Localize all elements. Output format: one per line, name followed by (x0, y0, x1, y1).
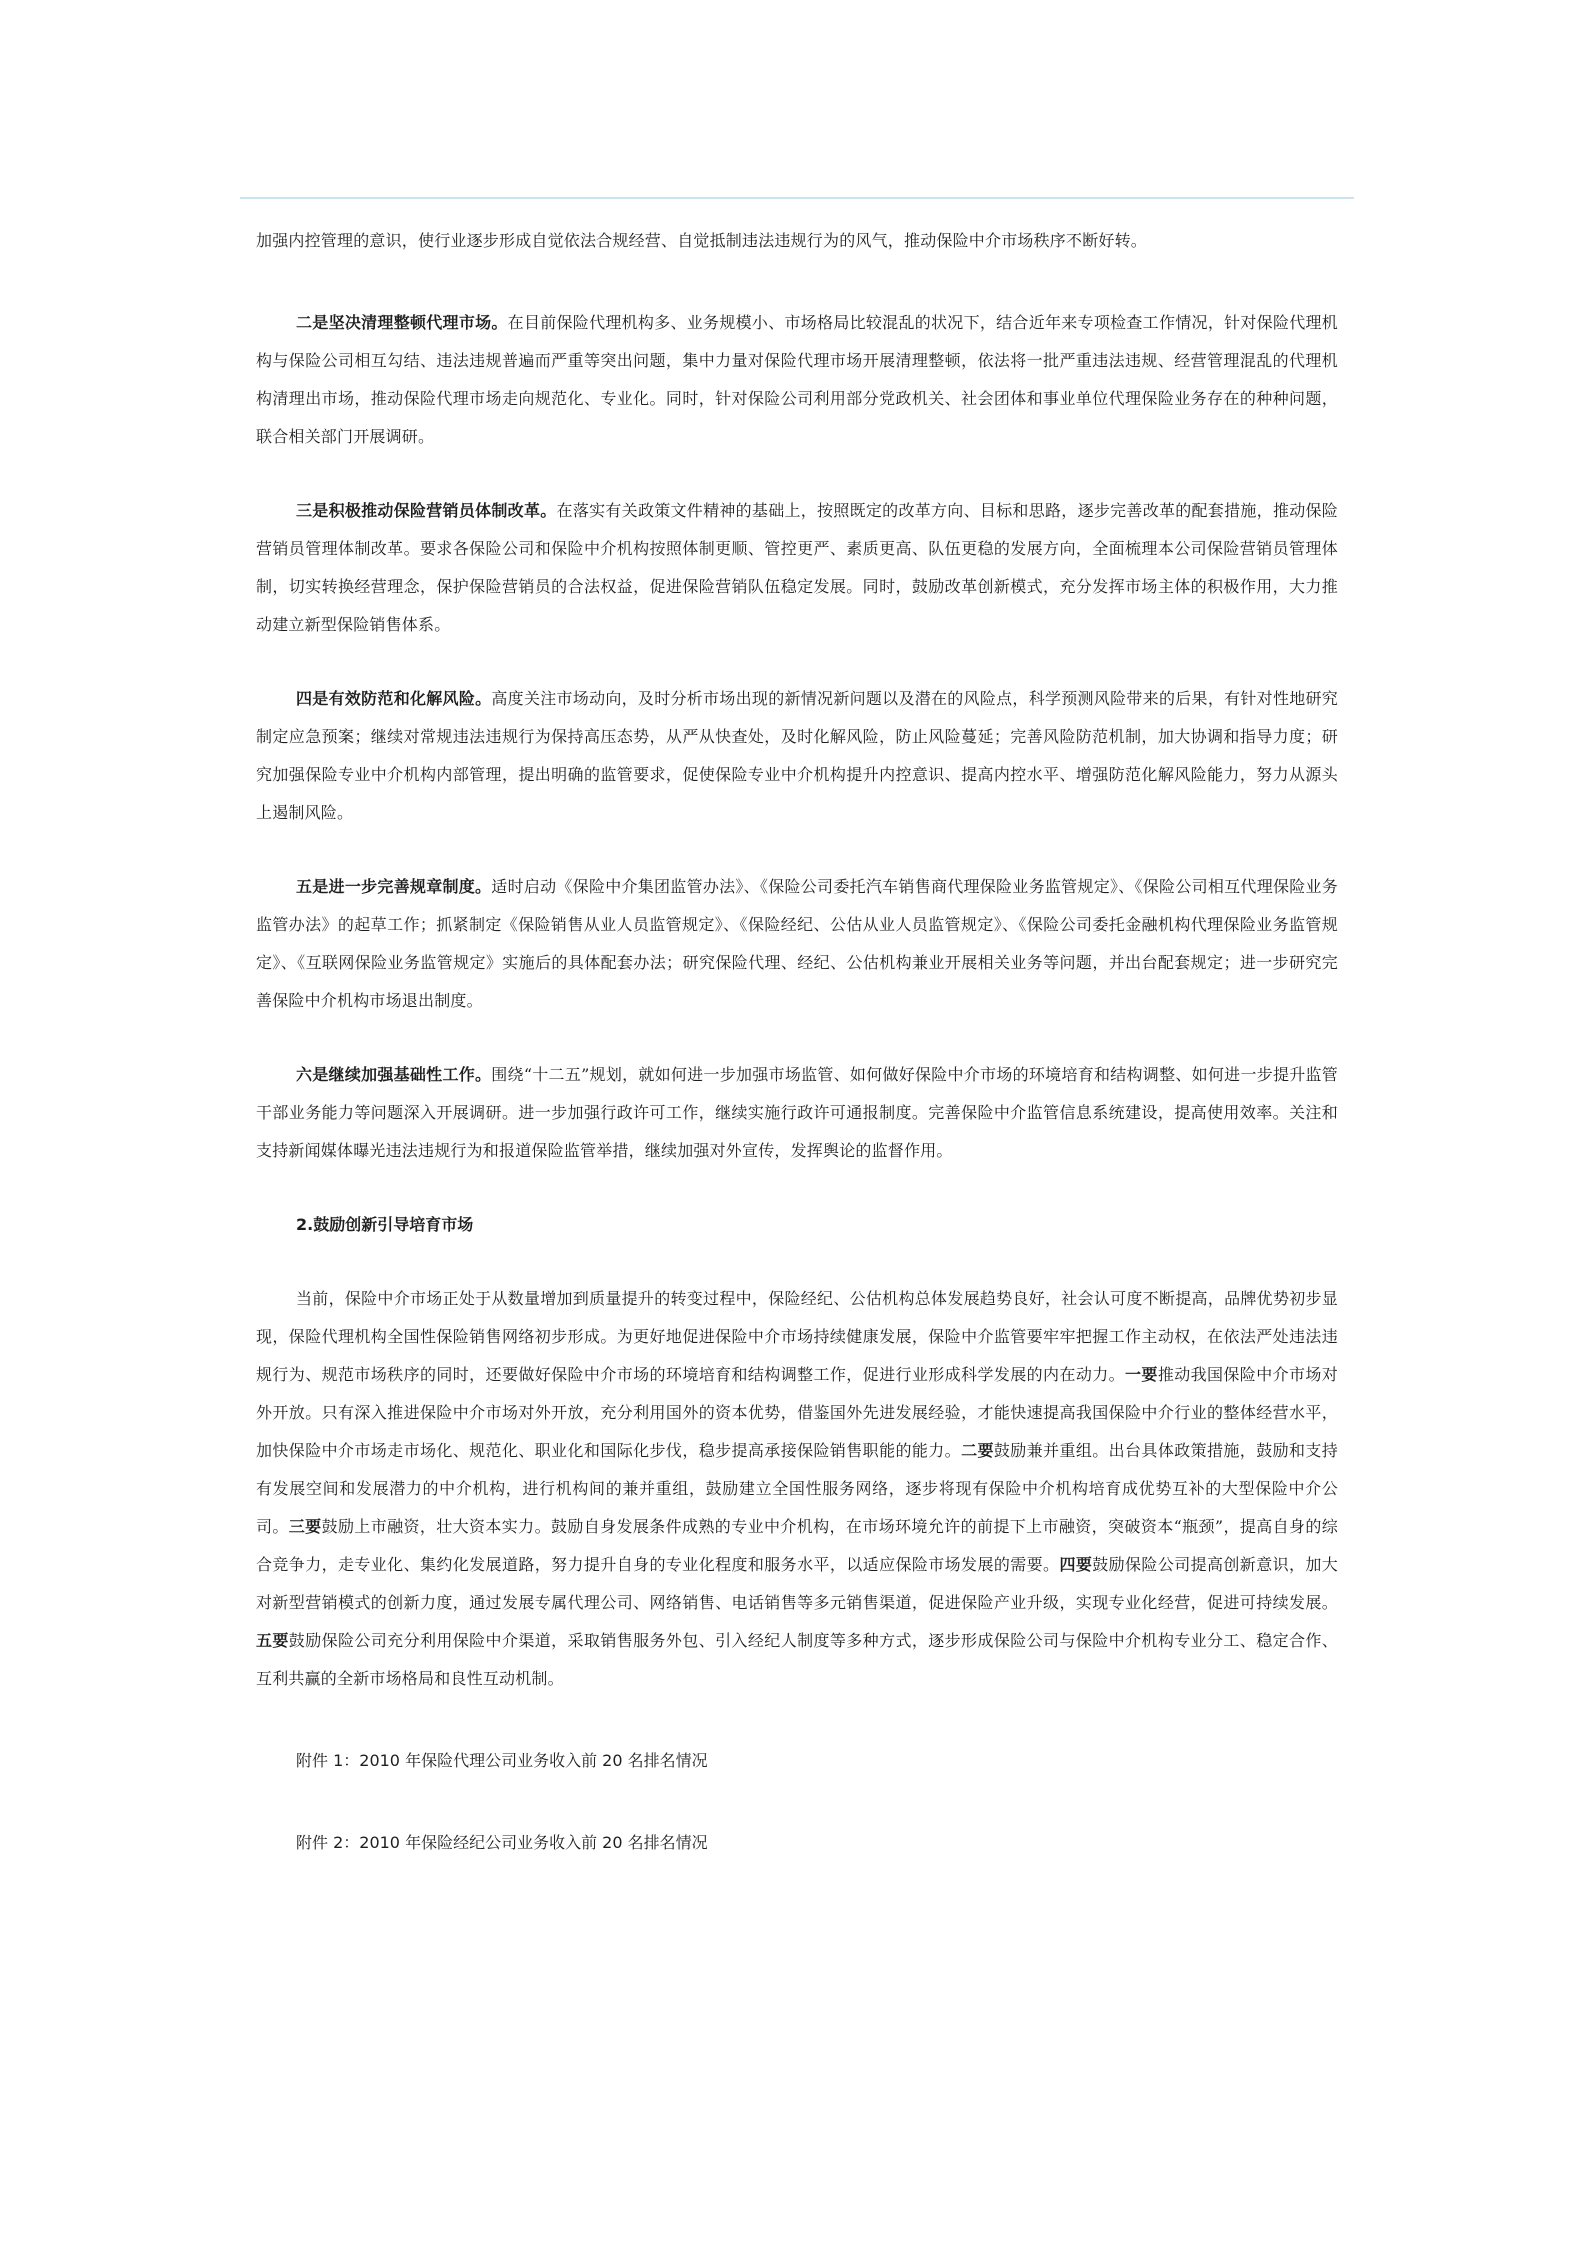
emphasis-marker: 五要 (256, 1631, 289, 1650)
section-text: 当前，保险中介市场正处于从数量增加到质量提升的转变过程中，保险经纪、公估机构总体发展趋势良好，社会认可度不断提高，品牌优势初步显现，保险代理机构全国性保险销售网络初步形成。为更好地促进保险中介市场持续健康发展，保险中介监管要牢牢把握工作主动权，在依法严处违法违规行为、规范市场秩序的同时，还要做好保险中介市场的环境培育和结构调整工作，促进行业形成科学发展的内在动力。 (256, 1289, 1338, 1384)
paragraph-lead: 六是继续加强基础性工作。 (296, 1065, 492, 1084)
document-body (256, 222, 1338, 1862)
header-rule (240, 197, 1354, 199)
emphasis-marker: 四要 (1059, 1555, 1093, 1574)
paragraph-text: 适时启动《保险中介集团监管办法》、《保险公司委托汽车销售商代理保险业务监管规定》、《保险公司相互代理保险业务监管办法》的起草工作；抓紧制定《保险销售从业人员监管规定》、《保险经纪、公估从业人员监管规定》、《保险公司委托金融机构代理保险业务监管规定》、《互联网保险业务监管规定》实施后的具体配套办法；研究保险代理、经纪、公估机构兼业开展相关业务等问题，并出台配套规定；进一步研究完善保险中介机构市场退出制度。 (256, 877, 1338, 1010)
paragraph-text: 围绕“十二五”规划，就如何进一步加强市场监管、如何做好保险中介市场的环境培育和结构调整、如何进一步提升监管干部业务能力等问题深入开展调研。进一步加强行政许可工作，继续实施行政许可通报制度。完善保险中介监管信息系统建设，提高使用效率。关注和支持新闻媒体曝光违法违规行为和报道保险监管举措，继续加强对外宣传，发挥舆论的监督作用。 (256, 1065, 1338, 1160)
paragraph-item-3 (256, 492, 1338, 644)
paragraph-text: 在目前保险代理机构多、业务规模小、市场格局比较混乱的状况下，结合近年来专项检查工作情况，针对保险代理机构与保险公司相互勾结、违法违规普遍而严重等突出问题，集中力量对保险代理市场开展清理整顿，依法将一批严重违法违规、经营管理混乱的代理机构清理出市场，推动保险代理市场走向规范化、专业化。同时，针对保险公司利用部分党政机关、社会团体和事业单位代理保险业务存在的种种问题，联合相关部门开展调研。 (256, 313, 1338, 446)
emphasis-marker: 三要 (288, 1517, 322, 1536)
attachment-1: 附件 1：2010 年保险代理公司业务收入前 20 名排名情况 (296, 1751, 708, 1770)
section-text: 鼓励上市融资，壮大资本实力。鼓励自身发展条件成熟的专业中介机构，在市场环境允许的前提下上市融资，突破资本“瓶颈”，提高自身的综合竞争力，走专业化、集约化发展道路，努力提升自身的专业化程度和服务水平，以适应保险市场发展的需要。 (256, 1517, 1339, 1574)
paragraph-text: 在落实有关政策文件精神的基础上，按照既定的改革方向、目标和思路，逐步完善改革的配套措施，推动保险营销员管理体制改革。要求各保险公司和保险中介机构按照体制更顺、管控更严、素质更高、队伍更稳的发展方向，全面梳理本公司保险营销员管理体制，切实转换经营理念，保护保险营销员的合法权益，促进保险营销队伍稳定发展。同时，鼓励改革创新模式，充分发挥市场主体的积极作用，大力推动建立新型保险销售体系。 (256, 501, 1339, 634)
section-text: 鼓励保险公司充分利用保险中介渠道，采取销售服务外包、引入经纪人制度等多种方式，逐步形成保险公司与保险中介机构专业分工、稳定合作、互利共赢的全新市场格局和良性互动机制。 (256, 1631, 1338, 1688)
paragraph-lead: 四是有效防范和化解风险。 (296, 689, 492, 708)
paragraph-lead: 三是积极推动保险营销员体制改革。 (296, 501, 557, 520)
paragraph-lead: 五是进一步完善规章制度。 (296, 877, 492, 896)
emphasis-marker: 一要 (1125, 1365, 1158, 1384)
paragraph-continuation (256, 222, 1338, 260)
section-heading: 2.鼓励创新引导培育市场 (296, 1215, 474, 1234)
paragraph-text: 高度关注市场动向，及时分析市场出现的新情况新问题以及潜在的风险点，科学预测风险带来的后果，有针对性地研究制定应急预案；继续对常规违法违规行为保持高压态势，从严从快查处，及时化解风险，防止风险蔓延；完善风险防范机制，加大协调和指导力度；研究加强保险专业中介机构内部管理，提出明确的监管要求，促使保险专业中介机构提升内控意识、提高内控水平、增强防范化解风险能力，努力从源头上遏制风险。 (256, 689, 1338, 822)
paragraph-item-2 (256, 304, 1338, 456)
section-text: 鼓励保险公司提高创新意识，加大对新型营销模式的创新力度，通过发展专属代理公司、网络销售、电话销售等多元销售渠道，促进保险产业升级，实现专业化经营，促进可持续发展。 (256, 1555, 1338, 1612)
section-text: 鼓励兼并重组。出台具体政策措施，鼓励和支持有发展空间和发展潜力的中介机构，进行机构间的兼并重组，鼓励建立全国性服务网络，逐步将现有保险中介机构培育成优势互补的大型保险中介公司。 (256, 1441, 1338, 1536)
section-body (256, 1280, 1338, 1698)
emphasis-marker: 二要 (961, 1441, 994, 1460)
section-text: 推动我国保险中介市场对外开放。只有深入推进保险中介市场对外开放，充分利用国外的资本优势，借鉴国外先进发展经验，才能快速提高我国保险中介行业的整体经营水平，加快保险中介市场走市场化、规范化、职业化和国际化步伐，稳步提高承接保险销售职能的能力。 (256, 1365, 1338, 1460)
paragraph-text: 加强内控管理的意识，使行业逐步形成自觉依法合规经营、自觉抵制违法违规行为的风气，推动保险中介市场秩序不断好转。 (256, 231, 1148, 250)
paragraph-item-6 (256, 1056, 1338, 1170)
paragraph-item-5 (256, 868, 1338, 1020)
paragraph-lead: 二是坚决清理整顿代理市场。 (296, 313, 508, 332)
paragraph-item-4 (256, 680, 1338, 832)
attachment-2: 附件 2：2010 年保险经纪公司业务收入前 20 名排名情况 (296, 1833, 708, 1852)
